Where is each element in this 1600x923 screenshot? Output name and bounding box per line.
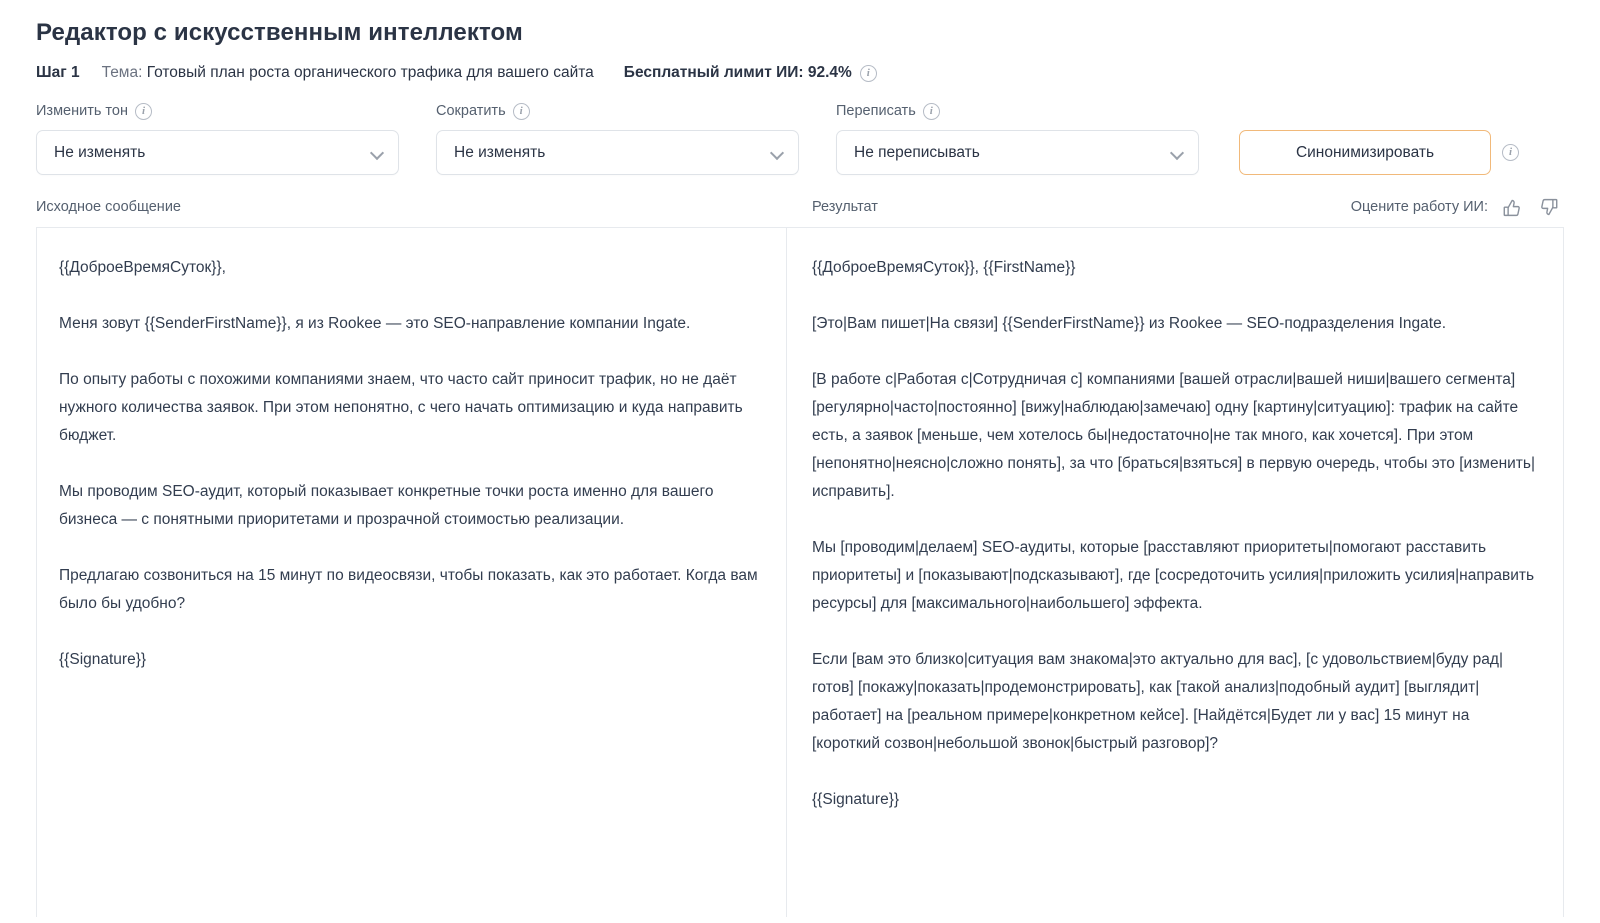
paragraph: Мы проводим SEO-аудит, который показывает конкретные точки роста именно для вашего бизнеса — с понятными приоритетами и прозрачной стоимостью реализации. (59, 483, 714, 528)
shorten-select[interactable] (436, 130, 799, 175)
shorten-label-row (436, 102, 799, 120)
chevron-down-icon (771, 146, 784, 159)
paragraph: [В работе с|Работая с|Сотрудничая с] компаниями [вашей отрасли|вашей ниши|вашего сегмента] [регулярно|часто|постоянно] [вижу|наблюдаю|замечаю] одну [картину|ситуацию]: трафик на сайте есть, а заявок [меньше, чем хотелось бы|недостаточно|не так много, как хочется]. При этом [непонятно|неясно|сложно понять], за что [браться|взяться] в первую очередь, чтобы это [изменить|исправить]. (812, 371, 1535, 500)
rewrite-label: Переписать (836, 103, 916, 119)
rating-group (1351, 195, 1564, 219)
ai-limit (624, 62, 877, 84)
synonymize-button[interactable]: Синонимизировать (1239, 130, 1491, 175)
step-label: Шаг 1 (36, 64, 80, 81)
paragraph: Мы [проводим|делаем] SEO-аудиты, которые [расставляют приоритеты|помогают расставить приоритеты] и [показывают|подсказывают], где [сосредоточить усилия|приложить усилия|направить ресурсы] для [максимального|наибольшего] эффекта. (812, 539, 1535, 612)
paragraph: {{Signature}} (59, 651, 147, 668)
control-group-tone (36, 102, 399, 175)
tone-select-value: Не изменять (54, 143, 146, 161)
thumbs-up-icon[interactable] (1500, 195, 1524, 219)
panel-header-row (36, 175, 1564, 219)
shorten-select-value: Не изменять (454, 143, 546, 161)
rewrite-select-value: Не переписывать (854, 143, 980, 161)
result-panel-header (787, 195, 1564, 219)
ai-limit-text: Бесплатный лимит ИИ: 92.4% (623, 64, 852, 81)
control-group-rewrite (836, 102, 1199, 175)
thumbs-down-icon[interactable] (1536, 195, 1560, 219)
shorten-label: Сократить (436, 103, 506, 119)
meta-row (0, 50, 1600, 84)
rewrite-select[interactable] (836, 130, 1199, 175)
paragraph: Если [вам это близко|ситуация вам знакома|это актуально для вас], [с удовольствием|буду рад|готов] [покажу|показать|продемонстрировать], как [такой анализ|подобный аудит] [выглядит|работает] на [реальном примере|конкретном кейсе]. [Найдётся|Будет ли у вас] 15 минут на [короткий созвон|небольшой звонок|быстрый разговор]? (812, 651, 1503, 752)
rate-label: Оцените работу ИИ: (1350, 199, 1488, 215)
source-panel-label: Исходное сообщение (36, 199, 181, 215)
paragraph: [Это|Вам пишет|На связи] {{SenderFirstName}} из Rookee — SEO-подразделения Ingate. (812, 315, 1447, 332)
controls-row (0, 84, 1600, 175)
paragraph: {{ДоброеВремяСуток}}, {{FirstName}} (812, 259, 1076, 276)
chevron-down-icon (1171, 146, 1184, 159)
subject-text (102, 62, 594, 84)
paragraph: {{ДоброеВремяСуток}}, (59, 259, 226, 276)
tone-label: Изменить тон (36, 103, 128, 119)
tone-select[interactable] (36, 130, 399, 175)
info-icon[interactable]: i (513, 103, 530, 120)
info-icon[interactable]: i (923, 103, 940, 120)
paragraph: Меня зовут {{SenderFirstName}}, я из Rookee — это SEO-направление компании Ingate. (59, 315, 691, 332)
rewrite-label-row (836, 102, 1199, 120)
paragraph: По опыту работы с похожими компаниями знаем, что часто сайт приносит трафик, но не даёт нужного количества заявок. При этом непонятно, с чего начать оптимизацию и куда направить бюджет. (59, 371, 743, 444)
subject-key: Тема: (101, 64, 143, 81)
editors-row (36, 227, 1564, 917)
source-message-editor[interactable] (36, 228, 787, 917)
info-icon[interactable]: i (1502, 144, 1519, 161)
synonymize-wrap (1239, 130, 1519, 175)
paragraph: Предлагаю созвониться на 15 минут по видеосвязи, чтобы показать, как это работает. Когда вам было бы удобно? (59, 567, 758, 612)
control-group-shorten (436, 102, 799, 175)
subject-value: Готовый план роста органического трафика для вашего сайта (146, 64, 594, 81)
page-title: Редактор с искусственным интеллектом (36, 19, 523, 46)
tone-label-row (36, 102, 399, 120)
result-message-editor[interactable] (787, 228, 1564, 917)
result-panel-label: Результат (812, 199, 878, 215)
info-icon[interactable]: i (135, 103, 152, 120)
paragraph: {{Signature}} (812, 791, 900, 808)
chevron-down-icon (371, 146, 384, 159)
info-icon[interactable]: i (860, 65, 877, 82)
